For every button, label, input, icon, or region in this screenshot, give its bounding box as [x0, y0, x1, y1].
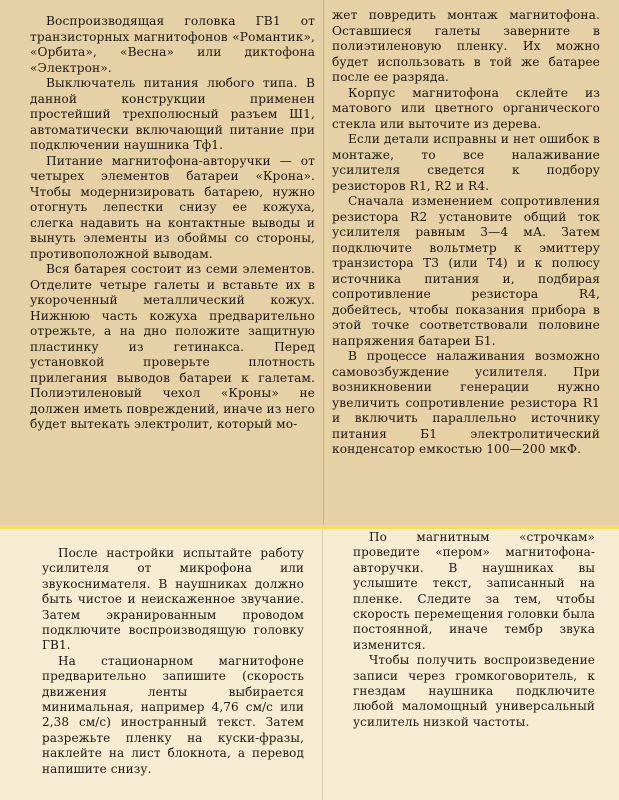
paragraph: Сначала изменением сопротивления резистора R2 установите общий ток усилителя равным 3—4 мА. Затем подключите вольтметр к эмиттеру транзистора Т3 (или Т4) и к полюсу источника питания и, подбирая сопротивление резистора R4, добейтесь, чтобы показания прибора в этой точке соответствовали половине напряжения батареи Б1. [332, 194, 600, 348]
paragraph: Чтобы получить воспроизведение записи через громкоговоритель, к гнездам наушника подключите любой маломощный универсальный усилитель низкой частоты. [353, 653, 595, 729]
bottom-right-column [353, 530, 595, 730]
paragraph: Вся батарея состоит из семи элементов. Отделите четыре галеты и вставьте их в укороченный металлический кожух. Нижнюю часть кожуха предварительно отрежьте, а на дно положите защитную пластинку из гетинакса. Перед установкой проверьте плотность прилегания выводов батареи к галетам. Полиэтиленовый чехол «Кроны» не должен иметь повреждений, иначе из него будет вытекать электролит, который мо- [30, 262, 315, 431]
paragraph: Если детали исправны и нет ошибок в монтаже, то все налаживание усилителя сведется к подбору резисторов R1, R2 и R4. [332, 132, 600, 193]
paragraph: По магнитным «строчкам» проведите «пером» магнитофона-авторучки. В наушниках вы услышите текст, записанный на пленке. Следите за тем, чтобы скорость перемещения головки была постоянной, иначе тембр звука изменится. [353, 530, 595, 652]
top-left-column [30, 14, 315, 433]
column-gutter [322, 529, 323, 800]
top-right-column [332, 8, 600, 458]
paragraph: В процессе налаживания возможно самовозбуждение усилителя. При возникновении генерации нужно увеличить сопротивление резистора R1 и включить параллельно источнику питания Б1 электролитический конденсатор емкостью 100—200 мкФ. [332, 349, 600, 456]
paragraph: После настройки испытайте работу усилителя от микрофона или звукоснимателя. В наушниках должно быть чистое и неискаженное звучание. Затем экранированным проводом подключите воспроизводящую головку ГВ1. [42, 546, 304, 653]
paragraph: На стационарном магнитофоне предварительно запишите (скорость движения ленты выбирается минимальная, например 4,76 см/с или 2,38 см/с) иностранный текст. Затем разрежьте пленку на куски-фразы, наклейте на лист блокнота, а перевод напишите снизу. [42, 653, 304, 776]
paragraph: Корпус магнитофона склейте из матового или цветного органического стекла или выточите из дерева. [332, 85, 600, 131]
paragraph: Выключатель питания любого типа. В данной конструкции применен простейший трехполюсный разъем Ш1, автоматически включающий питание при подключении наушника Тф1. [30, 76, 315, 152]
column-gutter [323, 0, 324, 525]
bottom-left-column [42, 546, 304, 777]
paragraph: Питание магнитофона-авторучки — от четырех элементов батареи «Крона». Чтобы модернизировать батарею, нужно отогнуть лепестки снизу ее кожуха, слегка надавить на контактные выводы и вынуть элементы из обоймы со стороны, противоположной выводам. [30, 153, 315, 261]
paragraph-continuation: жет повредить монтаж магнитофона. Оставшиеся галеты заверните в полиэтиленовую пленку. Их можно будет использовать в той же батарее после ее разряда. [332, 8, 600, 84]
paragraph: Воспроизводящая головка ГВ1 от транзисторных магнитофонов «Романтик», «Орбита», «Весна» или диктофона «Электрон». [30, 14, 315, 75]
